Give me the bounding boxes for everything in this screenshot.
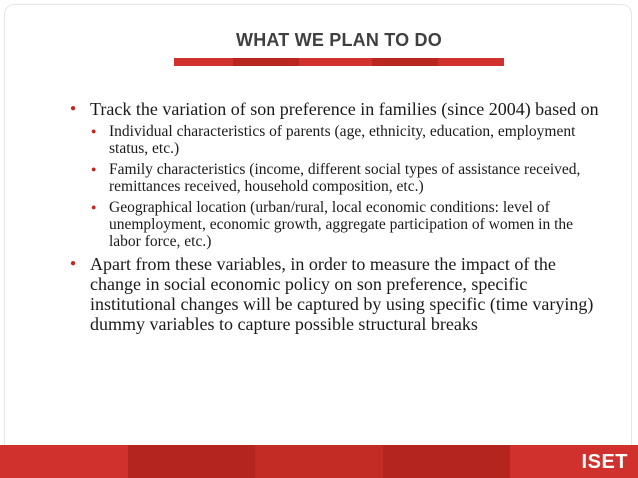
sub-bullet-item-2 <box>70 161 600 195</box>
red-circle-bullet-icon: ● <box>70 258 77 269</box>
bullet-text: Apart from these variables, in order to measure the impact of the change in social economic policy on son preference, specific institutional changes will be captured by using specific (time varying) dummy variables to capture possible structural breaks <box>90 254 594 334</box>
red-circle-bullet-icon: ● <box>70 103 77 114</box>
red-circle-bullet-icon: ● <box>91 164 97 174</box>
red-circle-bullet-icon: ● <box>91 126 97 136</box>
sub-bullet-text: Family characteristics (income, different social types of assistance received, remittances received, household composition, etc.) <box>109 161 581 195</box>
bullet-text: Track the variation of son preference in families (since 2004) based on <box>90 99 599 119</box>
sub-bullet-item-3 <box>70 199 600 250</box>
red-circle-bullet-icon: ● <box>91 202 97 212</box>
sub-bullet-text: Geographical location (urban/rural, local economic conditions: level of unemployment, economic growth, aggregate participation of women in the labor force, etc.) <box>109 199 574 250</box>
iset-logo: ISET <box>581 451 628 473</box>
sub-bullet-item-1 <box>70 123 600 157</box>
sub-bullet-text: Individual characteristics of parents (age, ethnicity, education, employment status, etc.) <box>109 123 576 157</box>
bullet-item-2 <box>70 254 600 334</box>
slide-body <box>70 99 600 338</box>
sub-bullet-list <box>70 123 600 250</box>
slide-title: WHAT WE PLAN TO DO <box>236 30 442 50</box>
footer-bar <box>0 445 638 478</box>
title-underline-bar <box>174 58 504 66</box>
bullet-item-1 <box>70 99 600 119</box>
